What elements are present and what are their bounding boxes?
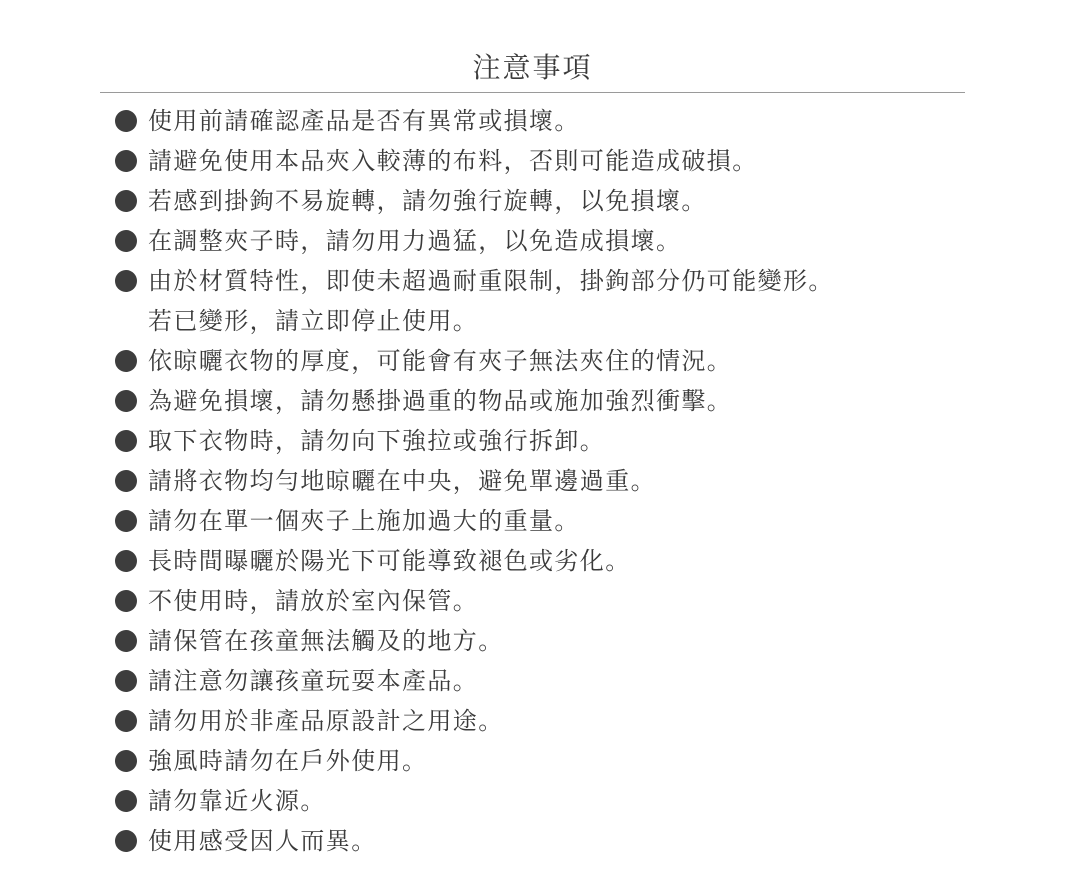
bullet-icon (115, 670, 137, 692)
list-item-text: 使用前請確認產品是否有異常或損壞。 (148, 107, 580, 135)
list-item (0, 741, 1065, 781)
bullet-icon (115, 590, 137, 612)
list-item-text: 長時間曝曬於陽光下可能導致褪色或劣化。 (148, 547, 631, 575)
list-item (0, 301, 1065, 341)
list-item-text: 取下衣物時，請勿向下強拉或強行拆卸。 (148, 427, 606, 455)
bullet-icon (115, 150, 137, 172)
list-item-text: 為避免損壞，請勿懸掛過重的物品或施加強烈衝擊。 (148, 387, 733, 415)
list-item-text: 若已變形，請立即停止使用。 (148, 307, 479, 335)
bullet-icon (115, 110, 137, 132)
list-item (0, 821, 1065, 861)
list-item-text: 使用感受因人而異。 (148, 827, 377, 855)
list-item-text: 若感到掛鉤不易旋轉，請勿強行旋轉，以免損壞。 (148, 187, 707, 215)
list-item (0, 781, 1065, 821)
list-item-text: 在調整夾子時，請勿用力過猛，以免造成損壞。 (148, 227, 682, 255)
list-item-text: 依晾曬衣物的厚度，可能會有夾子無法夾住的情況。 (148, 347, 733, 375)
bullet-icon (115, 230, 137, 252)
list-item (0, 221, 1065, 261)
bullet-icon (115, 710, 137, 732)
list-item (0, 381, 1065, 421)
list-item-text: 請保管在孩童無法觸及的地方。 (148, 627, 504, 655)
list-item-text: 強風時請勿在戶外使用。 (148, 747, 428, 775)
list-item (0, 101, 1065, 141)
list-item-text: 請勿用於非產品原設計之用途。 (148, 707, 504, 735)
bullet-icon (115, 510, 137, 532)
list-item-text: 請勿在單一個夾子上施加過大的重量。 (148, 507, 580, 535)
page-title: 注意事項 (472, 51, 593, 84)
list-item-text: 請避免使用本品夾入較薄的布料，否則可能造成破損。 (148, 147, 758, 175)
bullet-icon (115, 470, 137, 492)
bullet-icon (115, 790, 137, 812)
list-item (0, 461, 1065, 501)
list-item (0, 341, 1065, 381)
bullet-icon (115, 630, 137, 652)
list-item (0, 181, 1065, 221)
bullet-icon (115, 830, 137, 852)
list-item (0, 501, 1065, 541)
list-item (0, 661, 1065, 701)
bullet-icon (115, 750, 137, 772)
list-item (0, 421, 1065, 461)
list-item (0, 541, 1065, 581)
list-item (0, 261, 1065, 301)
bullet-icon (115, 190, 137, 212)
list-item (0, 701, 1065, 741)
bullet-icon (115, 390, 137, 412)
list-item-text: 不使用時，請放於室內保管。 (148, 587, 479, 615)
bullet-icon (115, 350, 137, 372)
bullet-icon (115, 550, 137, 572)
list-item-text: 由於材質特性，即使未超過耐重限制，掛鉤部分仍可能變形。 (148, 267, 834, 295)
list-item (0, 621, 1065, 661)
title-divider (100, 92, 965, 93)
bullet-icon (115, 270, 137, 292)
bullet-icon (115, 430, 137, 452)
list-item (0, 581, 1065, 621)
list-item (0, 141, 1065, 181)
list-item-text: 請注意勿讓孩童玩耍本產品。 (148, 667, 479, 695)
list-item-text: 請將衣物均勻地晾曬在中央，避免單邊過重。 (148, 467, 656, 495)
list-item-text: 請勿靠近火源。 (148, 787, 326, 815)
notice-list (0, 101, 1065, 861)
